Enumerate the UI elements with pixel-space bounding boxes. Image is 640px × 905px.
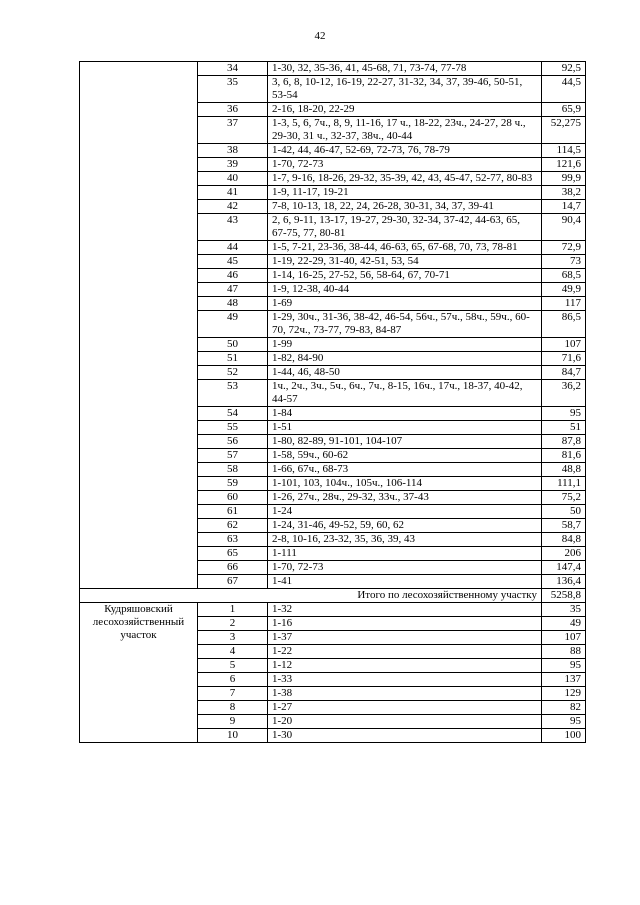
- area-cell: 68,5: [542, 269, 586, 283]
- total-value-cell: 5258,8: [542, 589, 586, 603]
- area-cell: 86,5: [542, 311, 586, 338]
- quarter-number-cell: 38: [198, 144, 268, 158]
- plots-cell: 1-3, 5, 6, 7ч., 8, 9, 11-16, 17 ч., 18-22, 23ч., 24-27, 28 ч., 29-30, 31 ч., 32-37, 38ч., 40-44: [268, 117, 542, 144]
- area-cell: 73: [542, 255, 586, 269]
- area-cell: 136,4: [542, 575, 586, 589]
- area-cell: 35: [542, 603, 586, 617]
- area-cell: 65,9: [542, 103, 586, 117]
- plots-cell: 2-8, 10-16, 23-32, 35, 36, 39, 43: [268, 533, 542, 547]
- plots-cell: 2-16, 18-20, 22-29: [268, 103, 542, 117]
- area-cell: 49: [542, 617, 586, 631]
- area-cell: 95: [542, 407, 586, 421]
- plots-cell: 1-32: [268, 603, 542, 617]
- table-body: [80, 62, 586, 743]
- area-cell: 107: [542, 631, 586, 645]
- quarter-number-cell: 39: [198, 158, 268, 172]
- quarter-number-cell: 6: [198, 673, 268, 687]
- section-name-cell: [80, 62, 198, 589]
- area-cell: 71,6: [542, 352, 586, 366]
- quarter-number-cell: 45: [198, 255, 268, 269]
- quarter-number-cell: 7: [198, 687, 268, 701]
- quarter-number-cell: 47: [198, 283, 268, 297]
- area-cell: 72,9: [542, 241, 586, 255]
- quarter-number-cell: 10: [198, 729, 268, 743]
- quarter-number-cell: 65: [198, 547, 268, 561]
- quarter-number-cell: 36: [198, 103, 268, 117]
- table-row: [80, 62, 586, 76]
- plots-cell: 1-70, 72-73: [268, 158, 542, 172]
- plots-cell: 1-16: [268, 617, 542, 631]
- plots-cell: 1-19, 22-29, 31-40, 42-51, 53, 54: [268, 255, 542, 269]
- area-cell: 87,8: [542, 435, 586, 449]
- area-cell: 137: [542, 673, 586, 687]
- plots-cell: 1-14, 16-25, 27-52, 56, 58-64, 67, 70-71: [268, 269, 542, 283]
- area-cell: 107: [542, 338, 586, 352]
- quarter-number-cell: 37: [198, 117, 268, 144]
- area-cell: 48,8: [542, 463, 586, 477]
- quarter-number-cell: 55: [198, 421, 268, 435]
- plots-cell: 1-9, 11-17, 19-21: [268, 186, 542, 200]
- total-label-cell: Итого по лесохозяйственному участку: [80, 589, 542, 603]
- plots-cell: 1-22: [268, 645, 542, 659]
- plots-cell: 7-8, 10-13, 18, 22, 24, 26-28, 30-31, 34, 37, 39-41: [268, 200, 542, 214]
- plots-cell: 1-41: [268, 575, 542, 589]
- plots-cell: 1-30, 32, 35-36, 41, 45-68, 71, 73-74, 77-78: [268, 62, 542, 76]
- plots-cell: 1-24, 31-46, 49-52, 59, 60, 62: [268, 519, 542, 533]
- area-cell: 117: [542, 297, 586, 311]
- quarter-number-cell: 62: [198, 519, 268, 533]
- quarter-number-cell: 58: [198, 463, 268, 477]
- area-cell: 14,7: [542, 200, 586, 214]
- quarter-number-cell: 52: [198, 366, 268, 380]
- area-cell: 88: [542, 645, 586, 659]
- plots-cell: 3, 6, 8, 10-12, 16-19, 22-27, 31-32, 34, 37, 39-46, 50-51, 53-54: [268, 76, 542, 103]
- section-name-cell: Кудряшовский лесохозяйственный участок: [80, 603, 198, 743]
- plots-cell: 1-7, 9-16, 18-26, 29-32, 35-39, 42, 43, 45-47, 52-77, 80-83: [268, 172, 542, 186]
- quarter-number-cell: 2: [198, 617, 268, 631]
- area-cell: 206: [542, 547, 586, 561]
- quarter-number-cell: 60: [198, 491, 268, 505]
- quarter-number-cell: 59: [198, 477, 268, 491]
- plots-cell: 1-66, 67ч., 68-73: [268, 463, 542, 477]
- quarter-number-cell: 48: [198, 297, 268, 311]
- forest-quarters-table: [79, 61, 586, 743]
- plots-cell: 1-82, 84-90: [268, 352, 542, 366]
- quarter-number-cell: 50: [198, 338, 268, 352]
- quarter-number-cell: 3: [198, 631, 268, 645]
- table-row: [80, 603, 586, 617]
- plots-cell: 1-33: [268, 673, 542, 687]
- plots-cell: 1-69: [268, 297, 542, 311]
- area-cell: 95: [542, 659, 586, 673]
- area-cell: 92,5: [542, 62, 586, 76]
- plots-cell: 1-20: [268, 715, 542, 729]
- quarter-number-cell: 34: [198, 62, 268, 76]
- area-cell: 111,1: [542, 477, 586, 491]
- plots-cell: 1-111: [268, 547, 542, 561]
- area-cell: 82: [542, 701, 586, 715]
- area-cell: 84,8: [542, 533, 586, 547]
- quarter-number-cell: 54: [198, 407, 268, 421]
- quarter-number-cell: 5: [198, 659, 268, 673]
- plots-cell: 1-37: [268, 631, 542, 645]
- plots-cell: 1-42, 44, 46-47, 52-69, 72-73, 76, 78-79: [268, 144, 542, 158]
- plots-cell: 1-9, 12-38, 40-44: [268, 283, 542, 297]
- plots-cell: 1-24: [268, 505, 542, 519]
- quarter-number-cell: 46: [198, 269, 268, 283]
- plots-cell: 1-27: [268, 701, 542, 715]
- area-cell: 84,7: [542, 366, 586, 380]
- plots-cell: 1-29, 30ч., 31-36, 38-42, 46-54, 56ч., 57ч., 58ч., 59ч., 60-70, 72ч., 73-77, 79-83, 84-87: [268, 311, 542, 338]
- quarter-number-cell: 35: [198, 76, 268, 103]
- area-cell: 81,6: [542, 449, 586, 463]
- plots-cell: 1ч., 2ч., 3ч., 5ч., 6ч., 7ч., 8-15, 16ч., 17ч., 18-37, 40-42, 44-57: [268, 380, 542, 407]
- quarter-number-cell: 4: [198, 645, 268, 659]
- quarter-number-cell: 66: [198, 561, 268, 575]
- plots-cell: 1-51: [268, 421, 542, 435]
- area-cell: 52,275: [542, 117, 586, 144]
- plots-cell: 1-38: [268, 687, 542, 701]
- quarter-number-cell: 44: [198, 241, 268, 255]
- plots-cell: 1-84: [268, 407, 542, 421]
- area-cell: 50: [542, 505, 586, 519]
- quarter-number-cell: 42: [198, 200, 268, 214]
- area-cell: 100: [542, 729, 586, 743]
- area-cell: 58,7: [542, 519, 586, 533]
- plots-cell: 1-101, 103, 104ч., 105ч., 106-114: [268, 477, 542, 491]
- area-cell: 121,6: [542, 158, 586, 172]
- area-cell: 75,2: [542, 491, 586, 505]
- quarter-number-cell: 53: [198, 380, 268, 407]
- quarter-number-cell: 43: [198, 214, 268, 241]
- total-row: [80, 589, 586, 603]
- area-cell: 49,9: [542, 283, 586, 297]
- plots-cell: 1-44, 46, 48-50: [268, 366, 542, 380]
- quarter-number-cell: 67: [198, 575, 268, 589]
- plots-cell: 2, 6, 9-11, 13-17, 19-27, 29-30, 32-34, 37-42, 44-63, 65, 67-75, 77, 80-81: [268, 214, 542, 241]
- area-cell: 51: [542, 421, 586, 435]
- quarter-number-cell: 63: [198, 533, 268, 547]
- quarter-number-cell: 41: [198, 186, 268, 200]
- quarter-number-cell: 8: [198, 701, 268, 715]
- area-cell: 129: [542, 687, 586, 701]
- plots-cell: 1-58, 59ч., 60-62: [268, 449, 542, 463]
- quarter-number-cell: 51: [198, 352, 268, 366]
- quarter-number-cell: 61: [198, 505, 268, 519]
- area-cell: 99,9: [542, 172, 586, 186]
- area-cell: 36,2: [542, 380, 586, 407]
- plots-cell: 1-5, 7-21, 23-36, 38-44, 46-63, 65, 67-68, 70, 73, 78-81: [268, 241, 542, 255]
- plots-cell: 1-99: [268, 338, 542, 352]
- area-cell: 38,2: [542, 186, 586, 200]
- plots-cell: 1-30: [268, 729, 542, 743]
- quarter-number-cell: 1: [198, 603, 268, 617]
- quarter-number-cell: 57: [198, 449, 268, 463]
- area-cell: 95: [542, 715, 586, 729]
- page-number: 42: [314, 30, 326, 42]
- quarter-number-cell: 9: [198, 715, 268, 729]
- quarter-number-cell: 49: [198, 311, 268, 338]
- plots-cell: 1-26, 27ч., 28ч., 29-32, 33ч., 37-43: [268, 491, 542, 505]
- area-cell: 90,4: [542, 214, 586, 241]
- area-cell: 44,5: [542, 76, 586, 103]
- plots-cell: 1-70, 72-73: [268, 561, 542, 575]
- quarter-number-cell: 56: [198, 435, 268, 449]
- area-cell: 147,4: [542, 561, 586, 575]
- area-cell: 114,5: [542, 144, 586, 158]
- quarter-number-cell: 40: [198, 172, 268, 186]
- plots-cell: 1-80, 82-89, 91-101, 104-107: [268, 435, 542, 449]
- plots-cell: 1-12: [268, 659, 542, 673]
